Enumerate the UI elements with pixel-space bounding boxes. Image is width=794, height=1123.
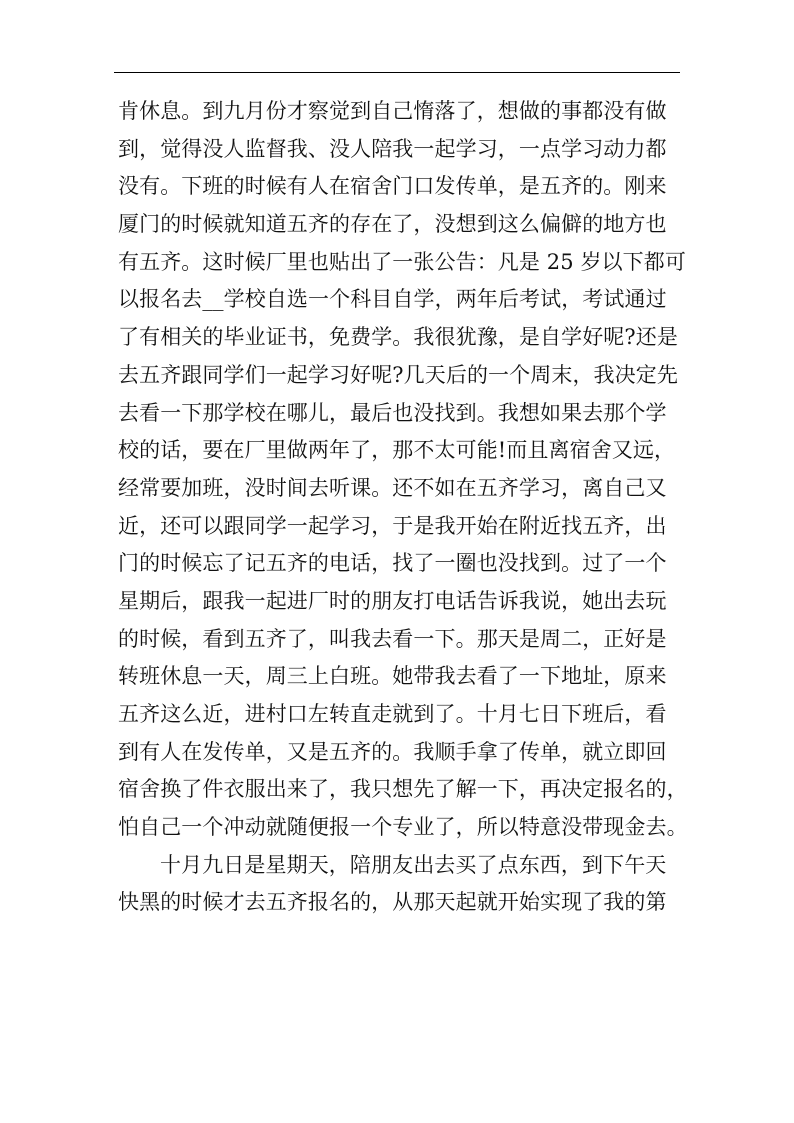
text-line: 校的话，要在厂里做两年了，那不太可能!而且离宿舍又远， <box>118 438 676 463</box>
text-line: 宿舍换了件衣服出来了，我只想先了解一下，再决定报名的， <box>118 777 688 802</box>
text-line: 去看一下那学校在哪儿，最后也没找到。我想如果去那个学 <box>118 400 667 425</box>
text-line: 厦门的时候就知道五齐的存在了，没想到这么偏僻的地方也 <box>118 212 667 237</box>
text-line: 肯休息。到九月份才察觉到自己惰落了，想做的事都没有做 <box>118 99 667 123</box>
text-line: 快黑的时候才去五齐报名的，从那天起就开始实现了我的第 <box>118 890 667 915</box>
paragraph-first-line: 十月九日是星期天，陪朋友出去买了点东西，到下午天 <box>160 852 667 877</box>
text-line: 转班休息一天，周三上白班。她带我去看了一下地址，原来 <box>118 664 667 689</box>
text-line: 门的时候忘了记五齐的电话，找了一圈也没找到。过了一个 <box>118 551 667 576</box>
text-line: 近，还可以跟同学一起学习，于是我开始在附近找五齐，出 <box>118 513 667 538</box>
text-line: 的时候，看到五齐了，叫我去看一下。那天是周二，正好是 <box>118 626 667 651</box>
text-line: 没有。下班的时候有人在宿舍门口发传单，是五齐的。刚来 <box>118 174 667 199</box>
text-line: 到有人在发传单，又是五齐的。我顺手拿了传单，就立即回 <box>118 739 667 764</box>
text-line: 到，觉得没人监督我、没人陪我一起学习，一点学习动力都 <box>118 136 667 161</box>
header-rule <box>114 72 680 73</box>
text-line: 以报名去__学校自选一个科目自学，两年后考试，考试通过 <box>118 287 667 312</box>
text-line: 有五齐。这时候厂里也贴出了一张公告：凡是 25 岁以下都可 <box>118 249 686 274</box>
text-line: 了有相关的毕业证书，免费学。我很犹豫，是自学好呢?还是 <box>118 325 678 350</box>
text-line: 经常要加班，没时间去听课。还不如在五齐学习，离自己又 <box>118 475 667 500</box>
text-line: 去五齐跟同学们一起学习好呢?几天后的一个周末，我决定先 <box>118 362 678 387</box>
text-line: 星期后，跟我一起进厂时的朋友打电话告诉我说，她出去玩 <box>118 588 667 613</box>
body-text <box>118 93 688 922</box>
text-line: 怕自己一个冲动就随便报一个专业了，所以特意没带现金去。 <box>118 815 688 840</box>
text-line: 五齐这么近，进村口左转直走就到了。十月七日下班后，看 <box>118 702 667 726</box>
